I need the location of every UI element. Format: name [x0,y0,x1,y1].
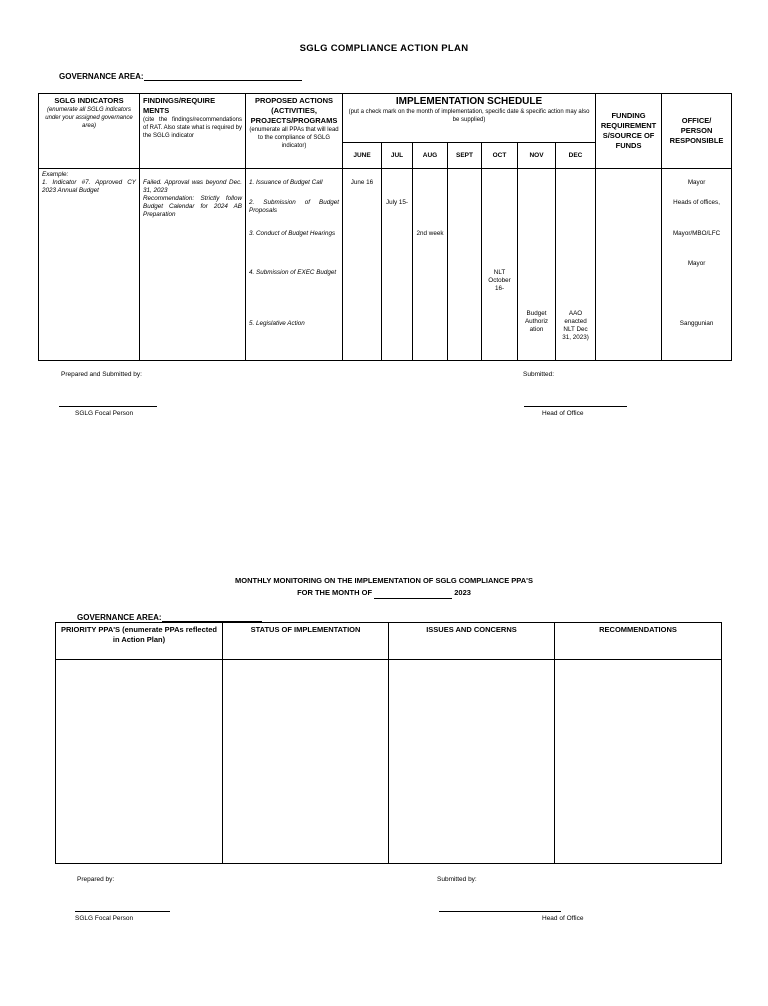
example-findings: Failed. Approval was beyond Dec. 31, 2023 Recommendation: Strictly follow Budget Calendar for 2024 AB Preparation [140,169,246,361]
office-entries [662,169,732,361]
office-item: Mayor/MBO/LFC [672,230,721,237]
head-office-label: Head of Office [542,410,584,417]
governance-area-blank[interactable] [144,71,302,81]
example-indicator: Example: 1. Indicator #7. Approved CY 2023 Annual Budget [39,169,140,361]
doc-title: SGLG COMPLIANCE ACTION PLAN [299,43,469,54]
action-item: 4. Submission of EXEC Budget [249,269,337,276]
header-office: OFFICE/ PERSON RESPONSIBLE [662,94,732,169]
header-findings: FINDINGS/REQUIRE MENTS (cite the findings/recommendations of RAT. Also state what is required by the SGLG indicator [140,94,246,169]
june-entry: June 16 [343,169,382,361]
header-indicators: SGLG INDICATORS (enumerate all SGLG indicators under your assigned governance area) [39,94,140,169]
action-plan-table [38,93,732,361]
month-aug: AUG [413,143,448,169]
aug-entry: 2nd week [413,169,448,361]
month-dec: DEC [556,143,596,169]
month-oct: OCT [482,143,518,169]
governance-area-text: GOVERNANCE AREA: [59,72,144,81]
cell-status[interactable] [223,660,389,864]
jul-entry: July 15- [382,169,413,361]
monitoring-submitted-label: Submitted by: [437,876,477,883]
month-sept: SEPT [448,143,482,169]
sept-entry [448,169,482,361]
month-blank[interactable] [374,590,452,599]
header-schedule: IMPLEMENTATION SCHEDULE (put a check mark on the month of implementation, specific date & specific action may also be supplied) [343,94,596,143]
office-item: Heads of offices, [673,199,720,206]
funding-entry [596,169,662,361]
action-item: 1. Issuance of Budget Call [249,179,323,186]
header-actions: PROPOSED ACTIONS (ACTIVITIES, PROJECTS/PROGRAMS (enumerate all PPAs that will lead to the compliance of SGLG indicator) [246,94,343,169]
col-status: STATUS OF IMPLEMENTATION [223,623,389,660]
month-june: JUNE [343,143,382,169]
action-item: 5. Legislative Action [249,320,305,327]
cell-priority-ppas[interactable] [56,660,223,864]
monitoring-governance-blank[interactable] [162,612,262,622]
submitted-label: Submitted: [523,371,555,378]
action-item: 3. Conduct of Budget Hearings [249,230,336,237]
cell-recommendations[interactable] [555,660,722,864]
focal-person-label: SGLG Focal Person [75,410,134,417]
cell-issues[interactable] [389,660,555,864]
action-item: 2. Submission of Budget Proposals [249,199,339,214]
col-recommendations: RECOMMENDATIONS [555,623,722,660]
office-item: Mayor [687,179,706,186]
monitoring-table [55,622,722,864]
governance-area-label [59,71,302,81]
monitoring-head-office-label: Head of Office [542,915,584,922]
monitoring-focal-person-label: SGLG Focal Person [75,915,134,922]
col-priority-ppas: PRIORITY PPA'S (enumerate PPAs reflected in Action Plan) [56,623,223,660]
monitoring-title: MONTHLY MONITORING ON THE IMPLEMENTATION OF SGLG COMPLIANCE PPA'S FOR THE MONTH OF 2023 [235,576,533,597]
monitoring-prepared-label: Prepared by: [77,876,115,883]
monitoring-head-signature-line[interactable] [439,911,561,912]
month-nov: NOV [518,143,556,169]
focal-signature-line[interactable] [59,406,157,407]
monitoring-focal-signature-line[interactable] [75,911,170,912]
example-actions [246,169,343,361]
prepared-submitted-label: Prepared and Submitted by: [61,371,142,378]
header-funding: FUNDING REQUIREMENT S/SOURCE OF FUNDS [596,94,662,169]
col-issues: ISSUES AND CONCERNS [389,623,555,660]
month-jul: JUL [382,143,413,169]
dec-entry: AAO enacted NLT Dec 31, 2023) [556,169,596,361]
nov-entry: Budget Authoriz ation [518,169,556,361]
head-signature-line[interactable] [524,406,627,407]
office-item: Mayor [687,260,706,267]
monitoring-governance-label: GOVERNANCE AREA: [77,612,262,622]
office-item: Sanggunian [679,320,714,327]
oct-entry: NLT October 16- [482,169,518,361]
